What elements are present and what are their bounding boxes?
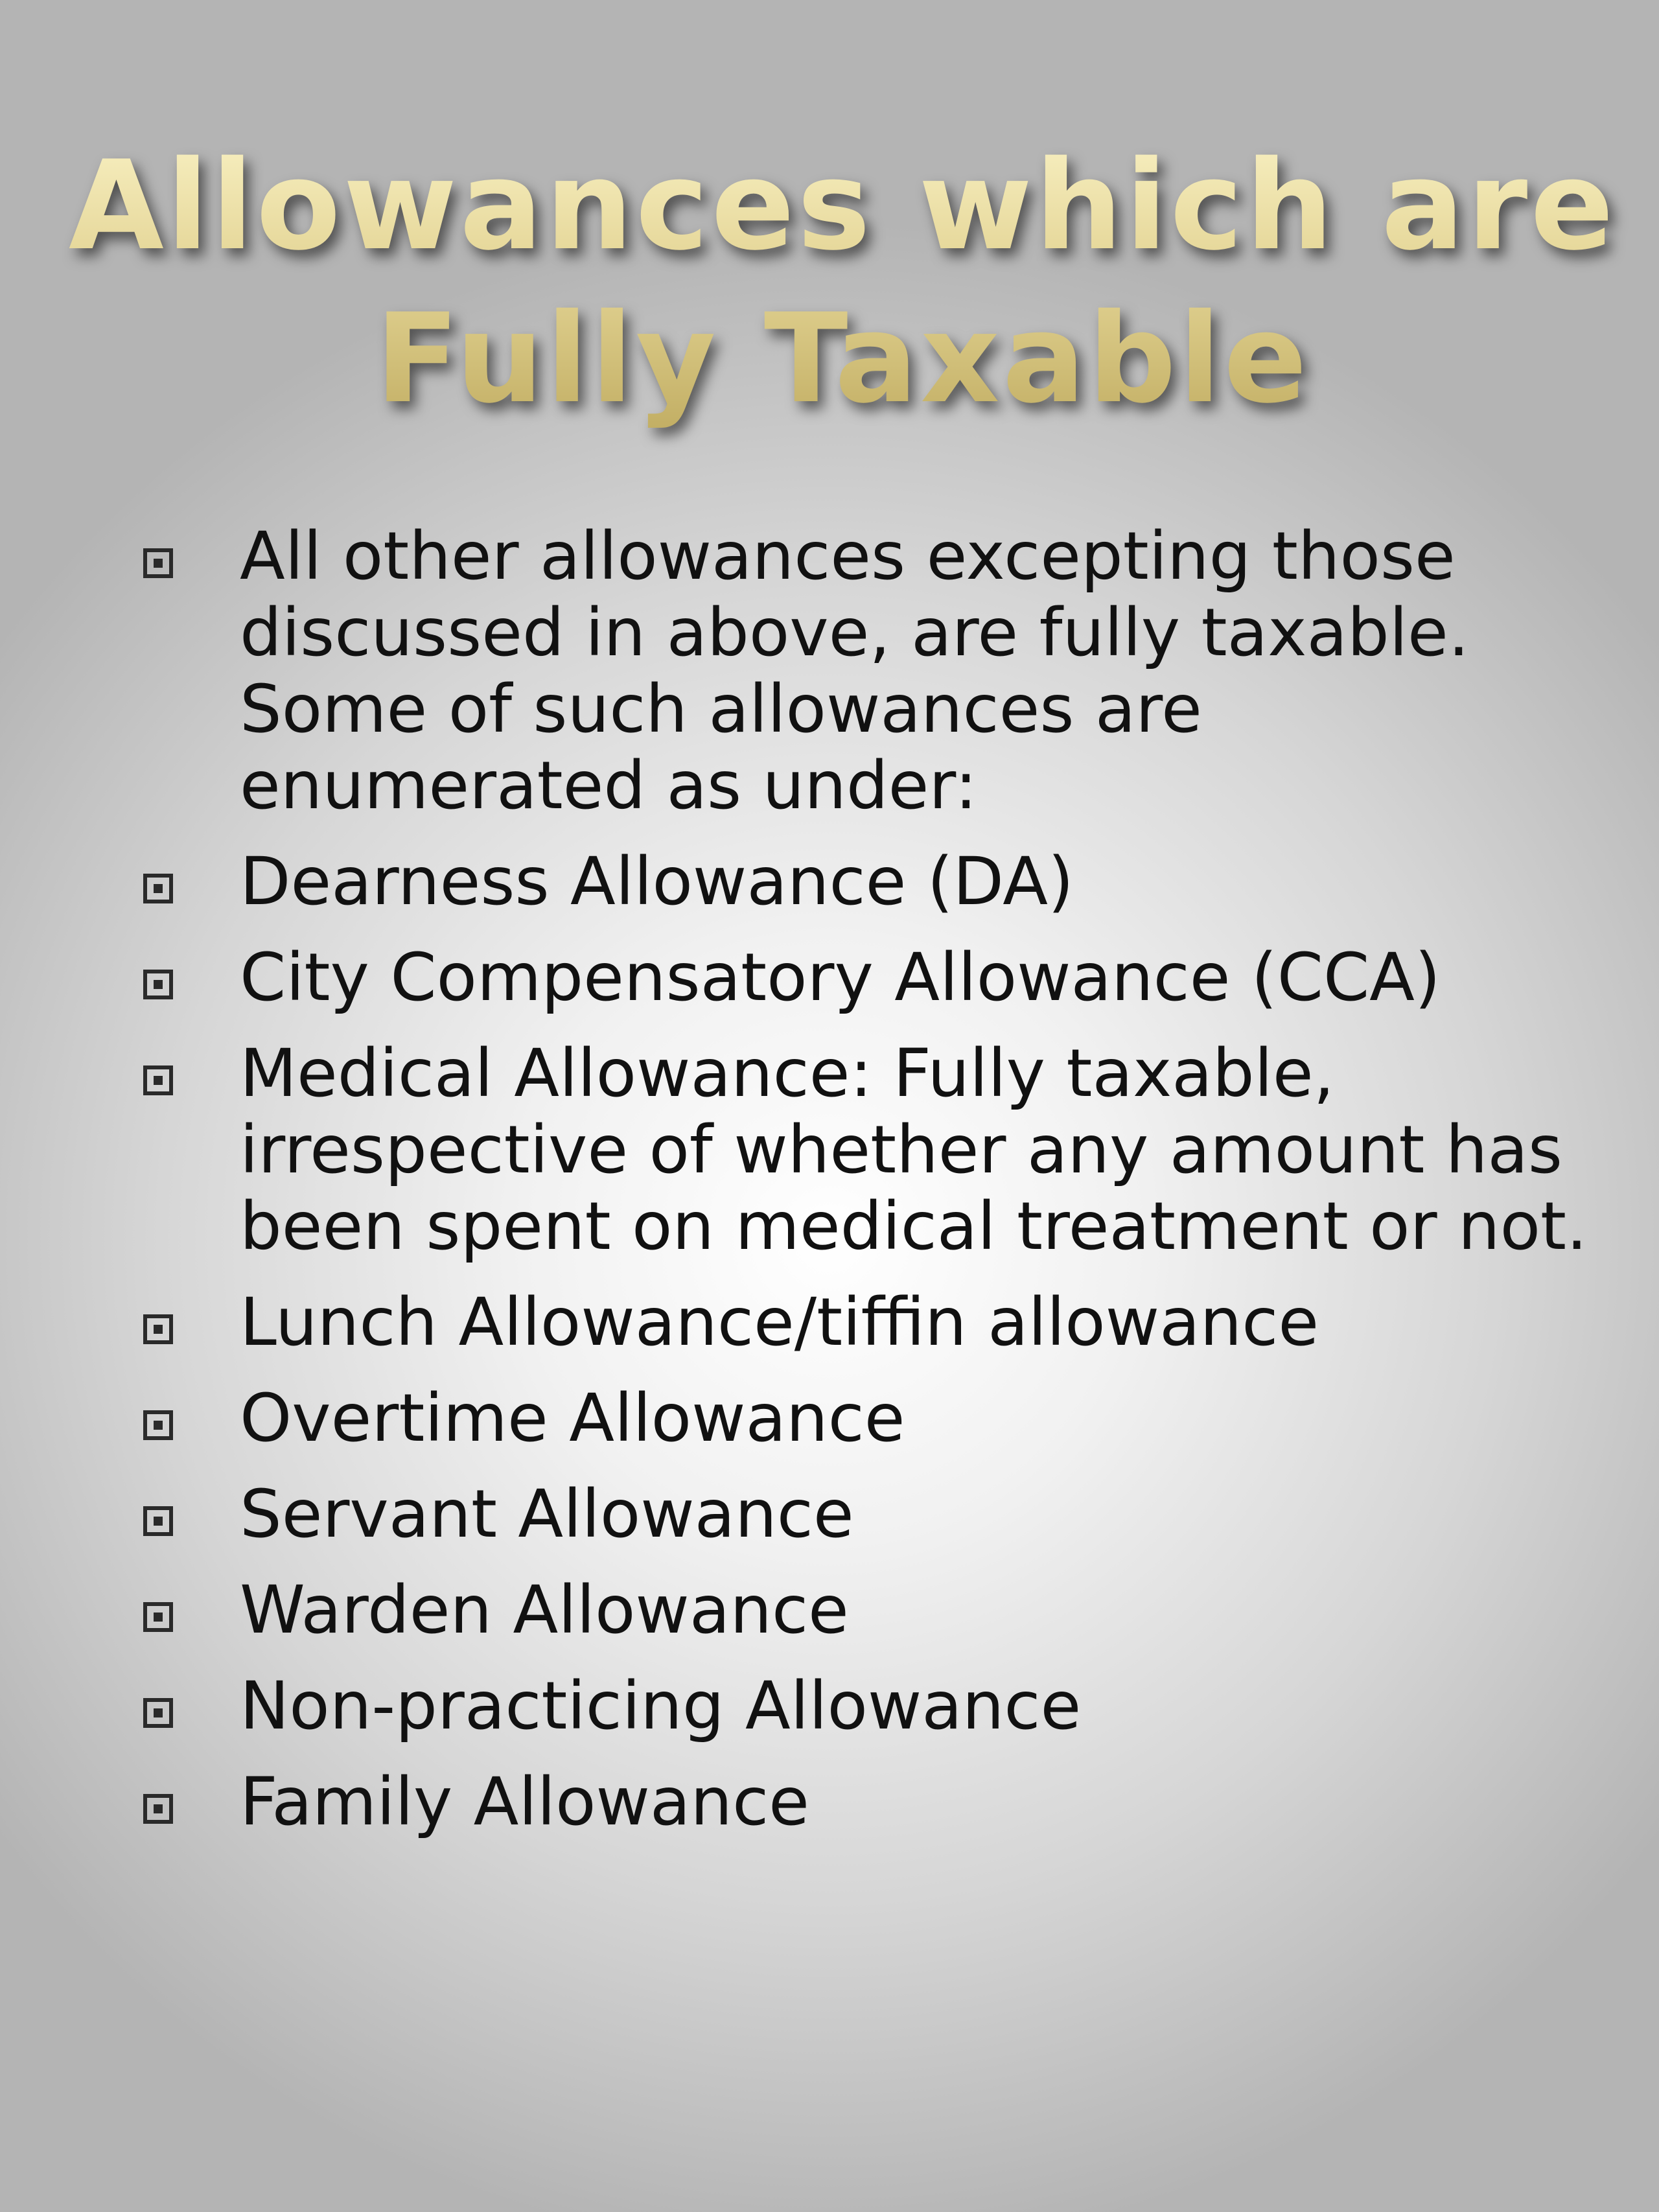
list-item [136,1036,1594,1265]
square-in-square-icon [143,1794,173,1824]
square-in-square-icon [143,1314,173,1344]
bullet-text: Warden Allowance [240,1572,849,1649]
list-item [136,1476,1594,1553]
list-item [136,940,1594,1016]
bullet-text: Medical Allowance: Fully taxable, irrespective of whether any amount has been spent on medical treatment or not. [240,1035,1588,1265]
bullet-text: Servant Allowance [240,1476,854,1553]
square-in-square-icon [143,1602,173,1632]
square-in-square-icon [143,874,173,903]
list-item [136,844,1594,920]
bullet-text: Non-practicing Allowance [240,1668,1082,1745]
list-item [136,1764,1594,1841]
bullet-text: Family Allowance [240,1764,809,1841]
list-item [136,518,1594,824]
slide-title-line: Allowances which are [68,134,1617,277]
square-in-square-icon [143,1698,173,1728]
square-in-square-icon [143,970,173,999]
bullet-text: Overtime Allowance [240,1380,905,1457]
bullet-text: Dearness Allowance (DA) [240,843,1074,920]
list-item [136,1572,1594,1649]
list-item [136,1380,1594,1457]
bullet-text: All other allowances excepting those discussed in above, are fully taxable. Some of such allowances are enumerated as under: [240,518,1470,824]
slide-title [65,130,1620,436]
square-in-square-icon [143,1410,173,1440]
list-item [136,1285,1594,1361]
square-in-square-icon [143,548,173,578]
square-in-square-icon [143,1065,173,1095]
bullet-text: City Compensatory Allowance (CCA) [240,939,1441,1016]
list-item [136,1668,1594,1745]
square-in-square-icon [143,1506,173,1536]
slide-title-line: Fully Taxable [375,287,1310,430]
bullet-text: Lunch Allowance/tiffin allowance [240,1284,1319,1361]
bullet-list [136,518,1594,1860]
